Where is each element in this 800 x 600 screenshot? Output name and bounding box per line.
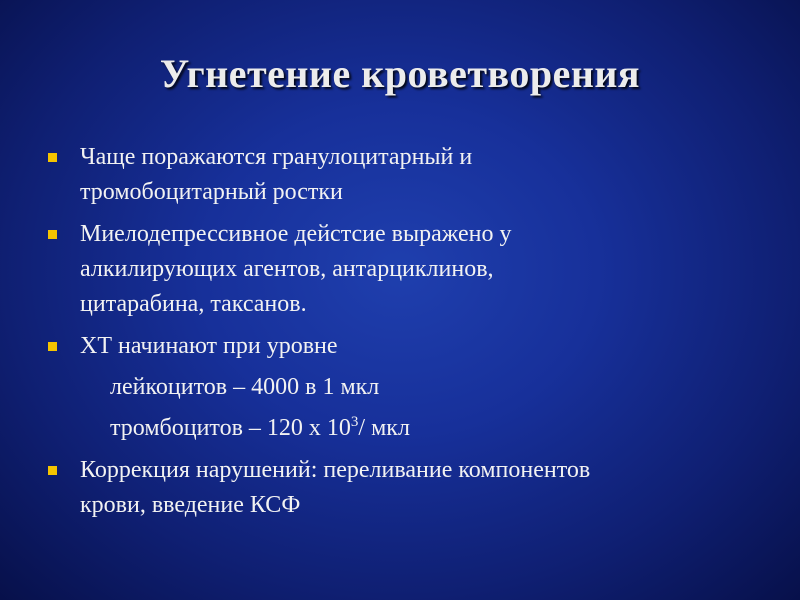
square-bullet-icon bbox=[48, 342, 57, 351]
bullet-text-line: Миелодепрессивное дейстсие выражено у bbox=[80, 221, 512, 247]
bullet-text-line: цитарабина, таксанов. bbox=[80, 291, 307, 317]
bullet-item bbox=[44, 329, 764, 446]
bullet-text-line: ХТ начинают при уровне bbox=[80, 333, 338, 359]
platelet-threshold bbox=[80, 411, 764, 446]
bullet-text-line: тромобоцитарный ростки bbox=[80, 179, 343, 205]
exponent: 3 bbox=[350, 414, 359, 430]
leukocyte-threshold: лейкоцитов – 4000 в 1 мкл bbox=[110, 374, 380, 400]
slide-title: Угнетение кроветворения bbox=[159, 51, 641, 96]
platelet-threshold-unit: / мкл bbox=[358, 415, 410, 441]
bullet-text-line: крови, введение КСФ bbox=[80, 492, 301, 518]
bullet-item bbox=[44, 140, 764, 210]
square-bullet-icon bbox=[48, 153, 57, 162]
square-bullet-icon bbox=[48, 466, 57, 475]
square-bullet-icon bbox=[48, 230, 57, 239]
bullet-list bbox=[44, 140, 764, 530]
bullet-text-line: алкилирующих агентов, антарциклинов, bbox=[80, 256, 494, 282]
bullet-text-line: Коррекция нарушений: переливание компонентов bbox=[80, 457, 591, 483]
bullet-text-line: Чаще поражаются гранулоцитарный и bbox=[80, 144, 473, 170]
bullet-item bbox=[44, 453, 764, 523]
bullet-item bbox=[44, 217, 764, 322]
platelet-threshold-value: тромбоцитов – 120 х 10 bbox=[110, 415, 351, 441]
